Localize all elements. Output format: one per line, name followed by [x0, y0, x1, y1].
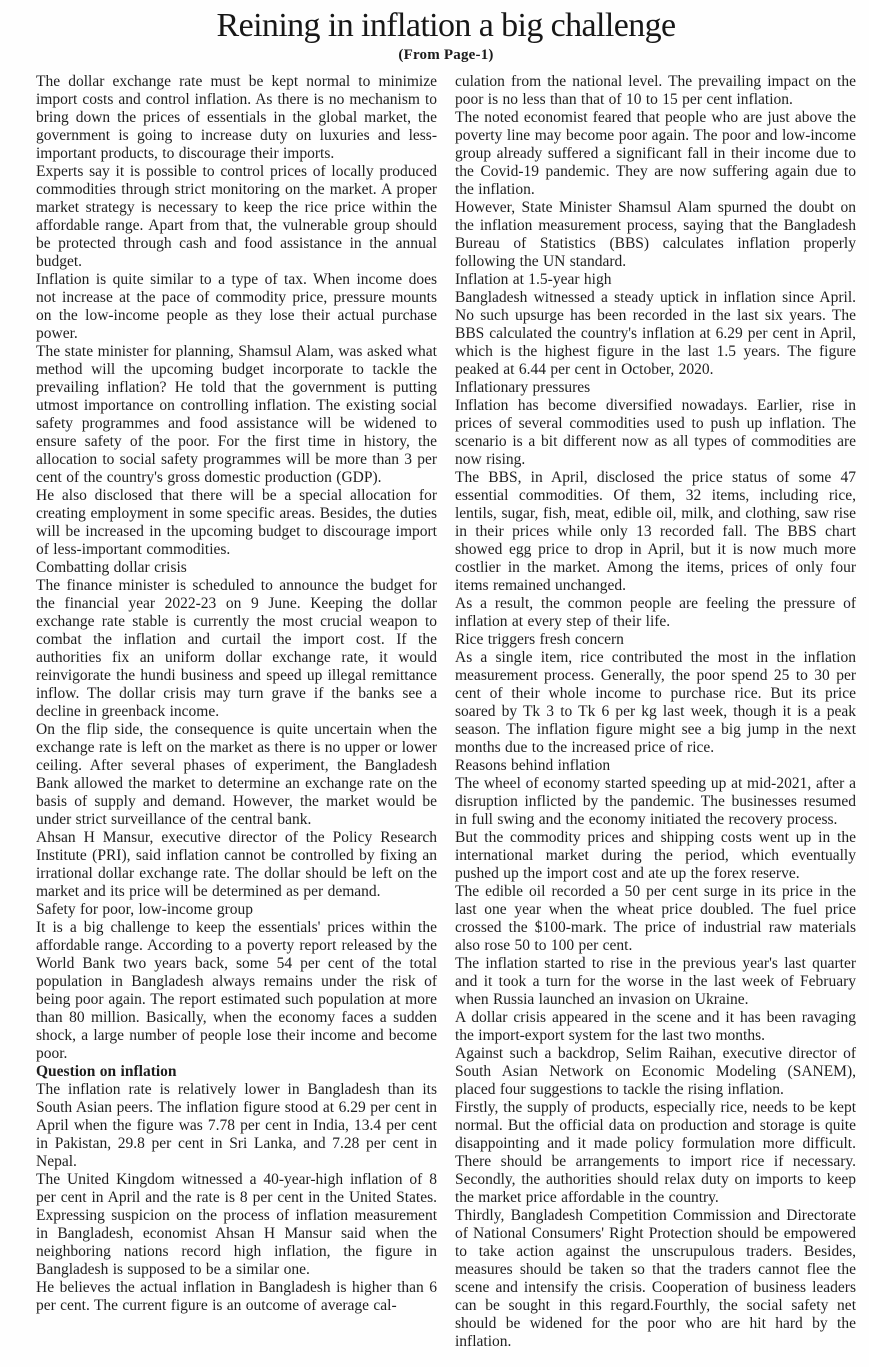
section-heading: Rice triggers fresh concern: [455, 631, 624, 649]
paragraph: Experts say it is possible to control prices of locally produced commodities through strict monitoring on the market. A proper market strategy is necessary to keep the rice price within the affordable range. Apart from that, the vulnerable group should be protected through cash and food assistance in the annual budget.: [36, 163, 437, 271]
paragraph: He also disclosed that there will be a special allocation for creating employment in some specific areas. Besides, the duties will be increased in the upcoming budget to discourage import of less-important commodities.: [36, 487, 437, 559]
paragraph: culation from the national level. The prevailing impact on the poor is no less than that of 10 to 15 per cent inflation.: [455, 73, 856, 109]
paragraph: As a single item, rice contributed the most in the inflation measurement process. Generally, the poor spend 25 to 30 per cent of their whole income to purchase rice. But its price soared by Tk 3 to Tk 6 per kg last week, though it is a peak season. The inflation figure might see a big jump in the next months due to the increased price of rice.: [455, 649, 856, 757]
paragraph: Firstly, the supply of products, especially rice, needs to be kept normal. But the official data on production and storage is quite disappointing and it made policy formulation more difficult. There should be arrangements to import rice if necessary. Secondly, the authorities should relax duty on imports to keep the market price affordable in the country.: [455, 1099, 856, 1207]
article-columns: [36, 73, 856, 1351]
section-heading: Question on inflation: [36, 1063, 177, 1081]
paragraph: Against such a backdrop, Selim Raihan, executive director of South Asian Network on Economic Modeling (SANEM), placed four suggestions to tackle the rising inflation.: [455, 1045, 856, 1099]
paragraph: The United Kingdom witnessed a 40-year-high inflation of 8 per cent in April and the rate is 8 per cent in the United States. Expressing suspicion on the process of inflation measurement in Bangladesh, economist Ahsan H Mansur said when the neighboring nations record high inflation, the figure in Bangladesh is supposed to be a similar one.: [36, 1171, 437, 1279]
paragraph: The wheel of economy started speeding up at mid-2021, after a disruption inflicted by the pandemic. The businesses resumed in full swing and the economy initiated the recovery process.: [455, 775, 856, 829]
article-title: Reining in inflation a big challenge: [216, 7, 676, 44]
paragraph: The BBS, in April, disclosed the price status of some 47 essential commodities. Of them, 32 items, including rice, lentils, sugar, fish, meat, edible oil, milk, and clothing, saw rise in their prices while only 13 recorded fall. The BBS chart showed egg price to drop in April, but it is now much more costlier in the market. Among the items, prices of only four items remained unchanged.: [455, 469, 856, 595]
section-heading: Reasons behind inflation: [455, 757, 611, 775]
paragraph: The state minister for planning, Shamsul Alam, was asked what method will the upcoming budget incorporate to tackle the prevailing inflation? He told that the government is putting utmost importance on controlling inflation. The existing social safety programmes and food assistance will be widened to ensure safety of the poor. For the first time in history, the allocation to social safety programmes will be more than 3 per cent of the country's gross domestic production (GDP).: [36, 343, 437, 487]
paragraph: The dollar exchange rate must be kept normal to minimize import costs and control inflation. As there is no mechanism to bring down the prices of essentials in the global market, the government is going to increase duty on luxuries and less-important products, to discourage their imports.: [36, 73, 437, 163]
paragraph: The inflation rate is relatively lower in Bangladesh than its South Asian peers. The inflation figure stood at 6.29 per cent in April when the figure was 7.78 per cent in India, 13.4 per cent in Pakistan, 29.8 per cent in Sri Lanka, and 7.28 per cent in Nepal.: [36, 1081, 437, 1171]
paragraph: As a result, the common people are feeling the pressure of inflation at every step of their life.: [455, 595, 856, 631]
paragraph: Ahsan H Mansur, executive director of the Policy Research Institute (PRI), said inflation cannot be controlled by fixing an irrational dollar exchange rate. The dollar should be left on the market and its price will be determined as per demand.: [36, 829, 437, 901]
paragraph: Thirdly, Bangladesh Competition Commission and Directorate of National Consumers' Right Protection should be empowered to take action against the unscrupulous traders. Besides, measures should be taken so that the traders cannot flee the scene and intensify the crisis. Cooperation of business leaders can be sought in this regard.Fourthly, the social safety net should be widened for the poor who are hit hard by the inflation.: [455, 1207, 856, 1351]
section-heading: Combatting dollar crisis: [36, 559, 187, 577]
paragraph: However, State Minister Shamsul Alam spurned the doubt on the inflation measurement process, saying that the Bangladesh Bureau of Statistics (BBS) calculates inflation properly following the UN standard.: [455, 199, 856, 271]
from-page-tag: (From Page-1): [398, 47, 494, 64]
paragraph: Inflation has become diversified nowadays. Earlier, rise in prices of several commodities used to push up inflation. The scenario is a bit different now as all types of commodities are now rising.: [455, 397, 856, 469]
column-right: [455, 73, 856, 1351]
paragraph: The noted economist feared that people who are just above the poverty line may become poor again. The poor and low-income group already suffered a significant fall in their income due to the Covid-19 pandemic. They are now suffering again due to the inflation.: [455, 109, 856, 199]
section-heading: Safety for poor, low-income group: [36, 901, 254, 919]
paragraph: He believes the actual inflation in Bangladesh is higher than 6 per cent. The current figure is an outcome of average cal-: [36, 1279, 437, 1315]
section-heading: Inflationary pressures: [455, 379, 591, 397]
paragraph: The finance minister is scheduled to announce the budget for the financial year 2022-23 on 9 June. Keeping the dollar exchange rate stable is currently the most crucial weapon to combat the inflation and curtail the import cost. If the authorities fix an uniform dollar exchange rate, it would reinvigorate the hundi business and speed up illegal remittance inflow. The dollar crisis may turn grave if the banks see a decline in greenback income.: [36, 577, 437, 721]
paragraph: A dollar crisis appeared in the scene and it has been ravaging the import-export system for the last two months.: [455, 1009, 856, 1045]
paragraph: Bangladesh witnessed a steady uptick in inflation since April. No such upsurge has been recorded in the last six years. The BBS calculated the country's inflation at 6.29 per cent in April, which is the highest figure in the last 1.5 years. The figure peaked at 6.44 per cent in October, 2020.: [455, 289, 856, 379]
paragraph: On the flip side, the consequence is quite uncertain when the exchange rate is left on the market as there is no upper or lower ceiling. After several phases of experiment, the Bangladesh Bank allowed the market to determine an exchange rate on the basis of supply and demand. However, the market would be under strict surveillance of the central bank.: [36, 721, 437, 829]
paragraph: But the commodity prices and shipping costs went up in the international market during the period, which eventually pushed up the import cost and ate up the forex reserve.: [455, 829, 856, 883]
paragraph: The edible oil recorded a 50 per cent surge in its price in the last one year when the wheat price doubled. The fuel price crossed the $100-mark. The price of industrial raw materials also rose 50 to 100 per cent.: [455, 883, 856, 955]
paragraph: Inflation is quite similar to a type of tax. When income does not increase at the pace of commodity price, pressure mounts on the low-income people as they lose their actual purchase power.: [36, 271, 437, 343]
column-left: [36, 73, 437, 1315]
paragraph: The inflation started to rise in the previous year's last quarter and it took a turn for the worse in the last week of February when Russia launched an invasion on Ukraine.: [455, 955, 856, 1009]
paragraph: It is a big challenge to keep the essentials' prices within the affordable range. According to a poverty report released by the World Bank two years back, some 54 per cent of the total population in Bangladesh always remains under the risk of being poor again. The report estimated such population at more than 80 million. Basically, when the economy faces a sudden shock, a large number of people lose their income and become poor.: [36, 919, 437, 1063]
section-heading: Inflation at 1.5-year high: [455, 271, 612, 289]
